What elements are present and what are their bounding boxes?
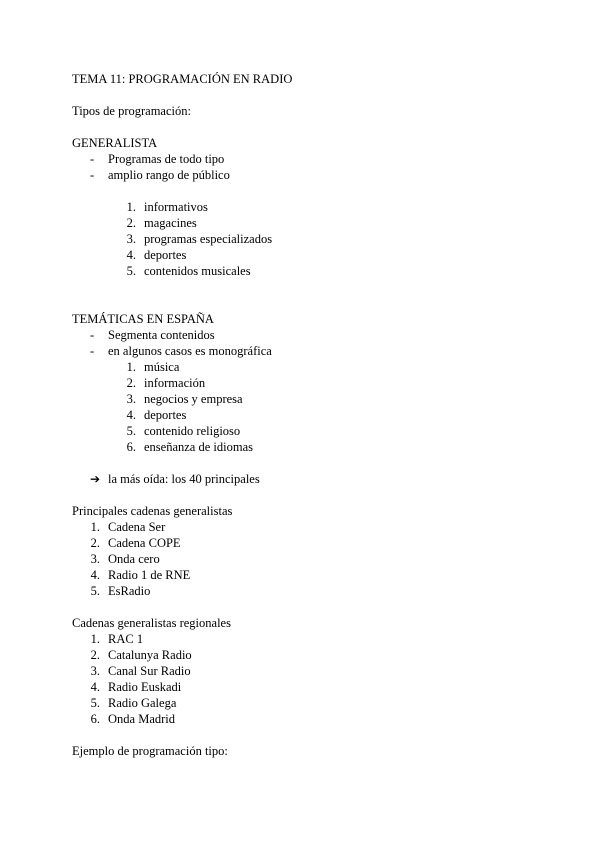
bullet-dash: - [90,152,95,166]
list-number: 4. [90,568,100,582]
list-item: contenido religioso [144,424,241,438]
ejemplo-heading: Ejemplo de programación tipo: [72,744,228,758]
list-number: 3. [90,664,100,678]
principales-heading: Principales cadenas generalistas [72,504,233,518]
list-item: magacines [144,216,197,230]
list-item: información [144,376,206,390]
list-item: Radio Euskadi [108,680,182,694]
list-number: 6. [90,712,100,726]
list-item: Catalunya Radio [108,648,192,662]
list-number: 1. [126,360,136,374]
generalista-heading: GENERALISTA [72,136,158,150]
list-item: música [144,360,180,374]
list-item: Radio 1 de RNE [108,568,191,582]
list-item: informativos [144,200,208,214]
document-title: TEMA 11: PROGRAMACIÓN EN RADIO [72,72,293,86]
list-item: Canal Sur Radio [108,664,191,678]
list-item: Cadena COPE [108,536,181,550]
list-item: deportes [144,248,187,262]
list-number: 1. [90,520,100,534]
arrow-note: la más oída: los 40 principales [108,472,260,486]
list-number: 1. [90,632,100,646]
list-number: 6. [126,440,136,454]
bullet-dash: - [90,328,95,342]
list-number: 3. [126,232,136,246]
list-number: 2. [126,376,136,390]
list-number: 4. [90,680,100,694]
tematicas-bullet: Segmenta contenidos [108,328,215,342]
bullet-dash: - [90,168,95,182]
list-item: programas especializados [144,232,273,246]
list-number: 4. [126,408,136,422]
list-item: contenidos musicales [144,264,251,278]
generalista-bullet: amplio rango de público [108,168,230,182]
list-item: RAC 1 [108,632,144,646]
list-item: EsRadio [108,584,151,598]
list-item: Onda Madrid [108,712,175,726]
list-number: 5. [90,696,100,710]
tematicas-heading: TEMÁTICAS EN ESPAÑA [72,312,214,326]
list-item: negocios y empresa [144,392,243,406]
arrow-icon: ➔ [90,472,101,486]
list-number: 2. [90,648,100,662]
list-number: 3. [90,552,100,566]
list-number: 1. [126,200,136,214]
generalista-bullet: Programas de todo tipo [108,152,225,166]
list-item: enseñanza de idiomas [144,440,253,454]
list-item: Cadena Ser [108,520,166,534]
list-number: 2. [90,536,100,550]
list-number: 5. [126,264,136,278]
list-number: 2. [126,216,136,230]
list-item: deportes [144,408,187,422]
bullet-dash: - [90,344,95,358]
list-number: 4. [126,248,136,262]
section-subtitle: Tipos de programación: [72,104,191,118]
list-item: Radio Galega [108,696,177,710]
list-number: 5. [126,424,136,438]
list-number: 3. [126,392,136,406]
regionales-heading: Cadenas generalistas regionales [72,616,231,630]
list-number: 5. [90,584,100,598]
list-item: Onda cero [108,552,160,566]
tematicas-bullet: en algunos casos es monográfica [108,344,272,358]
